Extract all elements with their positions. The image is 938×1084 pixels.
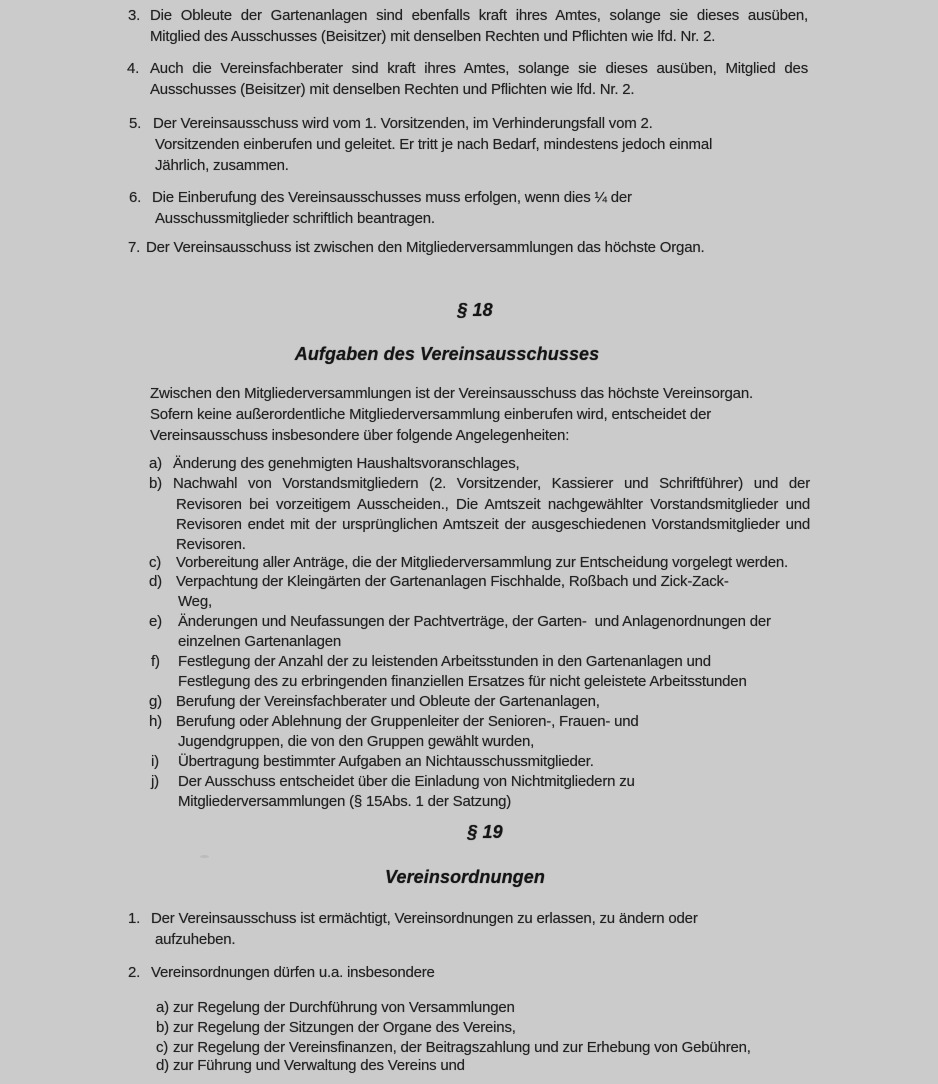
item-5-line-1: Der Vereinsausschuss wird vom 1. Vorsitzenden, im Verhinderungsfall vom 2. [153, 115, 653, 132]
subitem-b-line-1: zur Regelung der Sitzungen der Organe des Vereins, [173, 1019, 516, 1036]
subitem-a-line-1: zur Regelung der Durchführung von Versammlungen [173, 999, 515, 1016]
item-a-marker: a) [149, 455, 162, 472]
item-6-marker: 6. [129, 189, 142, 206]
item-b-line-4: Revisoren. [176, 536, 246, 553]
item-3-line-1: Die Obleute der Gartenanlagen sind ebenfalls kraft ihres Amtes, solange sie dieses ausüben, [150, 7, 808, 24]
item-7-marker: 7. [128, 239, 141, 256]
item-3-marker: 3. [128, 7, 141, 24]
item-b-line-2: Revisoren bei vorzeitigem Ausscheiden., Die Amtszeit nachgewählter Vorstandsmitglieder und [176, 496, 810, 513]
subitem-b-marker: b) [156, 1019, 169, 1036]
item-h-line-2: Jugendgruppen, die von den Gruppen gewählt wurden, [178, 733, 535, 750]
item-5-marker: 5. [129, 115, 142, 132]
item-c-marker: c) [149, 554, 162, 571]
item-7-line-1: Der Vereinsausschuss ist zwischen den Mitgliederversammlungen das höchste Organ. [146, 239, 705, 256]
item-e-line-1: Änderungen und Neufassungen der Pachtverträge, der Garten- und Anlagenordnungen der [178, 613, 771, 630]
item-b-marker: b) [149, 475, 162, 492]
scan-smudge [200, 855, 209, 858]
item-d-line-2: Weg, [178, 593, 212, 610]
subitem-c-marker: c) [156, 1039, 169, 1056]
item-5-line-3: Jährlich, zusammen. [155, 157, 289, 174]
item-4-line-1: Auch die Vereinsfachberater sind kraft ihres Amtes, solange sie dieses ausüben, Mitglied des [150, 60, 808, 77]
item-g-marker: g) [149, 693, 162, 710]
subitem-c-line-1: zur Regelung der Vereinsfinanzen, der Beitragszahlung und zur Erhebung von Gebühren, [173, 1039, 751, 1056]
item-f-marker: f) [151, 653, 160, 670]
item-f-line-1: Festlegung der Anzahl der zu leistenden Arbeitsstunden in den Gartenanlagen und [178, 653, 711, 670]
item-a-line-1: Änderung des genehmigten Haushaltsvoranschlages, [173, 455, 520, 472]
item-1-line-1: Der Vereinsausschuss ist ermächtigt, Vereinsordnungen zu erlassen, zu ändern oder [151, 910, 698, 927]
item-4-marker: 4. [127, 60, 140, 77]
item-j-line-1: Der Ausschuss entscheidet über die Einladung von Nichtmitgliedern zu [178, 773, 635, 790]
item-i-line-1: Übertragung bestimmter Aufgaben an Nichtausschussmitglieder. [178, 753, 594, 770]
item-h-line-1: Berufung oder Ablehnung der Gruppenleiter der Senioren-, Frauen- und [176, 713, 639, 730]
section-18-title: Aufgaben des Vereinsausschusses [294, 344, 600, 364]
item-6-line-2: Ausschussmitglieder schriftlich beantragen. [155, 210, 435, 227]
item-6-line-1: Die Einberufung des Vereinsausschusses muss erfolgen, wenn dies ¼ der [152, 189, 632, 206]
section-19-number: § 19 [467, 822, 503, 842]
item-1-line-2: aufzuheben. [155, 931, 236, 948]
section-18-number: § 18 [457, 300, 493, 320]
item-2-marker: 2. [128, 964, 141, 981]
item-b-line-1: Nachwahl von Vorstandsmitgliedern (2. Vorsitzender, Kassierer und Schriftführer) und der [173, 475, 810, 492]
subitem-d-line-1: zur Führung und Verwaltung des Vereins und [173, 1057, 465, 1074]
item-b-line-3: Revisoren endet mit der ursprünglichen Amtszeit der ausgeschiedenen Vorstandsmitglieder und [176, 516, 810, 533]
item-h-marker: h) [149, 713, 162, 730]
subitem-d-marker: d) [156, 1057, 169, 1074]
item-g-line-1: Berufung der Vereinsfachberater und Obleute der Gartenanlagen, [176, 693, 600, 710]
item-e-marker: e) [149, 613, 162, 630]
section-18-intro-line-1: Zwischen den Mitgliederversammlungen ist der Vereinsausschuss das höchste Vereinsorgan. [150, 385, 753, 402]
item-d-line-1: Verpachtung der Kleingärten der Gartenanlagen Fischhalde, Roßbach und Zick-Zack- [176, 573, 729, 590]
section-18-intro-line-2: Sofern keine außerordentliche Mitgliederversammlung einberufen wird, entscheidet der [150, 406, 712, 423]
item-4-line-2: Ausschusses (Beisitzer) mit denselben Rechten und Pflichten wie lfd. Nr. 2. [150, 81, 635, 98]
item-3-line-2: Mitglied des Ausschusses (Beisitzer) mit denselben Rechten und Pflichten wie lfd. Nr. 2. [150, 28, 716, 45]
item-i-marker: i) [151, 753, 159, 770]
item-f-line-2: Festlegung des zu erbringenden finanziellen Ersatzes für nicht geleistete Arbeitsstunden [178, 673, 747, 690]
item-1-marker: 1. [128, 910, 141, 927]
item-c-line-1: Vorbereitung aller Anträge, die der Mitgliederversammlung zur Entscheidung vorgelegt werden. [176, 554, 788, 571]
item-e-line-2: einzelnen Gartenanlagen [178, 633, 342, 650]
item-j-marker: j) [151, 773, 159, 790]
item-2-line-1: Vereinsordnungen dürfen u.a. insbesondere [151, 964, 435, 981]
section-19-title: Vereinsordnungen [385, 867, 545, 887]
section-18-intro-line-3: Vereinsausschuss insbesondere über folgende Angelegenheiten: [150, 427, 570, 444]
item-5-line-2: Vorsitzenden einberufen und geleitet. Er tritt je nach Bedarf, mindestens jedoch einmal [155, 136, 713, 153]
item-j-line-2: Mitgliederversammlungen (§ 15Abs. 1 der Satzung) [178, 793, 512, 810]
item-d-marker: d) [149, 573, 162, 590]
subitem-a-marker: a) [156, 999, 169, 1016]
